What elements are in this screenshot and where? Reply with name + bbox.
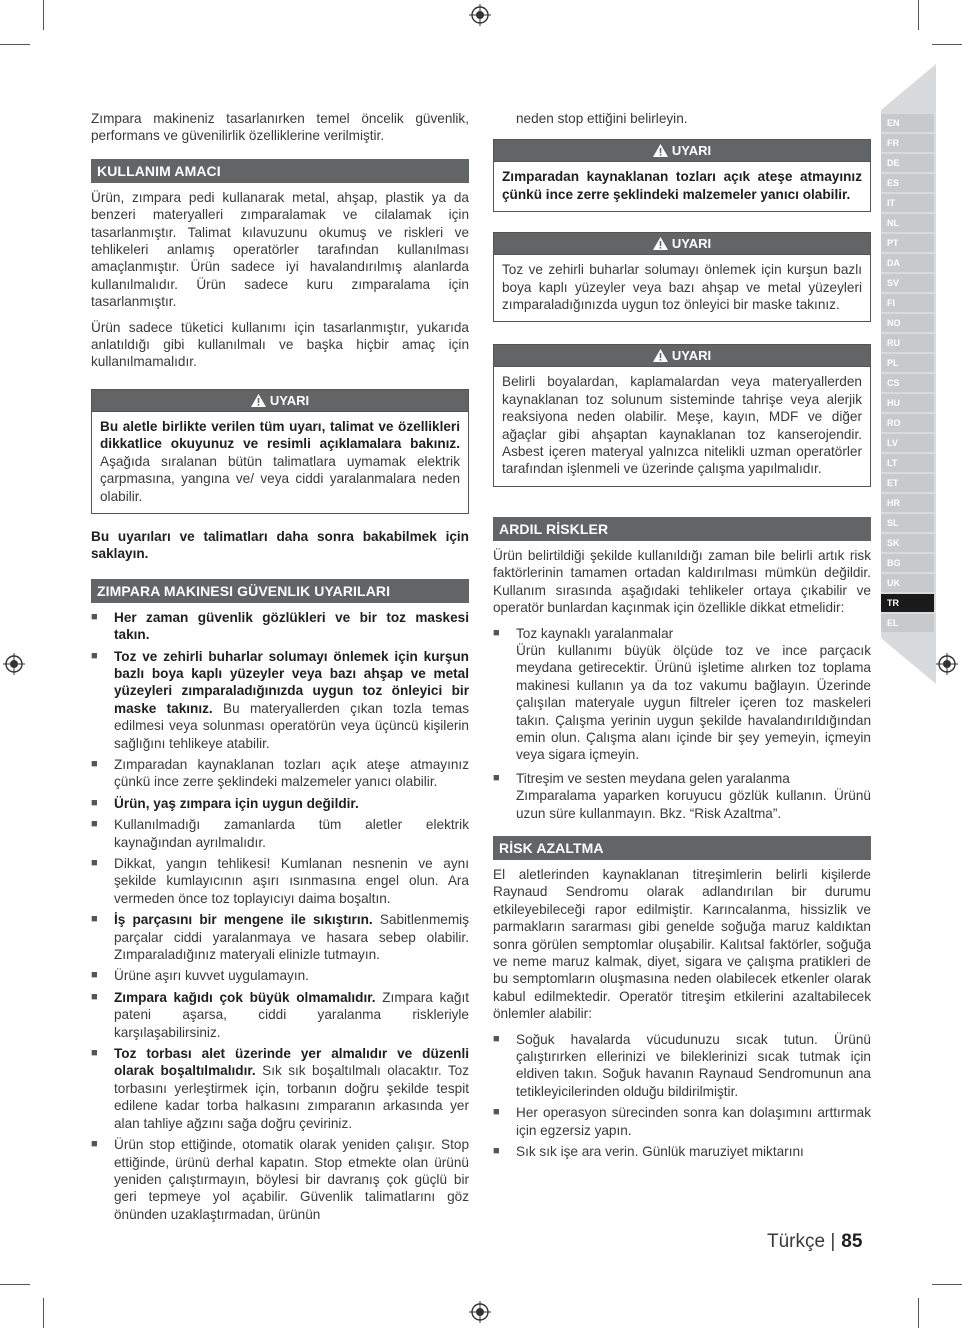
- bullet-icon: ■: [493, 1032, 500, 1045]
- language-tab-sk: SK: [881, 534, 934, 552]
- page-footer: [767, 1231, 862, 1253]
- list-item: [91, 1136, 469, 1223]
- list-item: [91, 1045, 469, 1132]
- keep-instructions-note: [91, 528, 469, 563]
- warning-triangle-icon: [653, 349, 668, 362]
- crop-mark: [932, 44, 962, 45]
- item-text: Sık sık işe ara verin. Günlük maruziyet miktarını: [516, 1144, 804, 1160]
- warning-header: [494, 233, 870, 255]
- language-tab-tr: TR: [881, 594, 934, 612]
- bullet-icon: ■: [493, 1145, 500, 1158]
- item-text: Zımparalama yaparken koruyucu gözlük kullanın. Ürünü uzun süre kullanmayın. Bkz. “Risk Azaltma”.: [516, 788, 871, 821]
- language-tab-sl: SL: [881, 514, 934, 532]
- section-heading-usage: KULLANIM AMACI: [91, 159, 469, 183]
- language-tab-ro: RO: [881, 414, 934, 432]
- language-tab-et: ET: [881, 474, 934, 492]
- item-text: Zımparadan kaynaklanan tozları açık ateşe atmayınız çünkü ince zerre şeklindeki malzemeler yanıcı olabilir.: [114, 756, 469, 790]
- bullet-icon: ■: [91, 757, 98, 770]
- list-item: [91, 795, 469, 812]
- item-bold: Ürün, yaş zımpara için uygun değildir.: [114, 795, 359, 811]
- usage-paragraph-1: Ürün, zımpara pedi kullanarak metal, ahşap, plastik ya da benzeri materyalleri zımparalamak ve cilalamak için tasarlanmıştır. Talimat kılavuzunu okumuş ve riskleri ve tehlikeleri anlamış operatörler tarafından kullanılması amaçlanmıştır. Ürün sadece iyi havalandırılmış alanlarda kullanılmalıdır. Ürün sadece kuru zımparalama için tasarlanmıştır.: [91, 189, 469, 310]
- language-tab-el: EL: [881, 614, 934, 632]
- language-tab-nl: NL: [881, 214, 934, 232]
- language-tab-it: IT: [881, 194, 934, 212]
- keep-note-bold: Bu uyarıları ve talimatları daha sonra bakabilmek için saklayın.: [91, 528, 469, 562]
- list-item: [91, 855, 469, 907]
- warning-triangle-icon: [653, 237, 668, 250]
- list-item: [493, 1031, 871, 1101]
- registration-mark-icon: [936, 653, 958, 675]
- registration-mark-icon: [3, 653, 25, 675]
- language-tab-fr: FR: [881, 134, 934, 152]
- list-item: [91, 648, 469, 752]
- bullet-icon: ■: [91, 1138, 98, 1151]
- language-tab-de: DE: [881, 154, 934, 172]
- item-bold: Toz ve zehirli buharlar solumayı önlemek için kurşun bazlı boya kaplı yüzeyler veya bazı ahşap ve metal yüzeyleri zımparaladığınızda uygun toz önleyici bir maske takınız.: [114, 648, 469, 716]
- section-heading-safety: ZIMPARA MAKINESI GÜVENLIK UYARILARI: [91, 579, 469, 603]
- item-text: Ürün stop ettiğinde, otomatik olarak yeniden çalışır. Stop ettiğinde, ürünü derhal kapatın. Stop etmekte olan ürünü yeniden çalıştırmayın, böylesi bir davranış çok güçlü bir geri tepmeye yol açabilir. Güvenlik talimatlarını göz önünden uzaklaştırmadan, ürünün: [114, 1137, 469, 1222]
- warning-triangle-icon: [251, 394, 266, 407]
- item-text: Sık sık boşaltılmalı olacaktır. Toz torbasını yerleştirmek için, torbanın doğru şekilde tespit edilene kadar torba halkasını zımparanın arkasında yer alan tahliye ağzını sağa doğru çeviriniz.: [114, 1063, 469, 1131]
- continuation-text: neden stop ettiğini belirleyin.: [516, 111, 688, 126]
- list-item: [91, 609, 469, 644]
- language-tab-sv: SV: [881, 274, 934, 292]
- language-index: [881, 114, 934, 634]
- item-text: Sabitlenmemiş parçalar ciddi yaralanmaya ve hasara sebep olabilir. Zımparaladığınız materyali elinizle tutmayın.: [114, 912, 469, 963]
- warning-rest-text: Aşağıda sıralanan bütün talimatlara uymamak elektrik çarpmasına, yangına ve/ veya ciddi yaralanmalara neden olabilir.: [100, 453, 460, 504]
- warning-box: [493, 139, 871, 212]
- crop-mark: [918, 0, 919, 30]
- intro-paragraph: Zımpara makineniz tasarlanırken temel öncelik güvenlik, performans ve güvenilirlik özelliklerine verilmiştir.: [91, 111, 469, 144]
- list-item: [91, 989, 469, 1041]
- language-tab-no: NO: [881, 314, 934, 332]
- bullet-icon: ■: [91, 610, 98, 623]
- language-tab-en: EN: [881, 114, 934, 132]
- list-item: [493, 770, 871, 822]
- warning-header: [494, 345, 870, 367]
- language-tab-es: ES: [881, 174, 934, 192]
- warning-box: [493, 344, 871, 486]
- language-tab-lv: LV: [881, 434, 934, 452]
- bullet-icon: ■: [493, 1106, 500, 1119]
- language-tab-bg: BG: [881, 554, 934, 572]
- item-bold: İş parçasını bir mengene ile sıkıştırın.: [114, 912, 373, 928]
- language-tab-pt: PT: [881, 234, 934, 252]
- list-item: [493, 625, 871, 764]
- registration-mark-icon: [469, 4, 491, 26]
- item-text: Kullanılmadığı zamanlarda tüm aletler elektrik kaynağından ayrılmalıdır.: [114, 817, 469, 850]
- list-item: [91, 911, 469, 963]
- residual-list: [493, 625, 871, 822]
- warning-text: [100, 418, 460, 505]
- item-title: Toz kaynaklı yaralanmalar: [516, 625, 674, 641]
- language-tab-pl: PL: [881, 354, 934, 372]
- item-text: Ürüne aşırı kuvvet uygulamayın.: [114, 968, 309, 984]
- language-tab-fi: FI: [881, 294, 934, 312]
- item-bold: Zımpara kağıdı çok büyük olmamalıdır.: [114, 989, 376, 1005]
- language-tab-ru: RU: [881, 334, 934, 352]
- crop-mark: [918, 1298, 919, 1328]
- bullet-icon: ■: [91, 913, 98, 926]
- language-tab-uk: UK: [881, 574, 934, 592]
- warning-title: UYARI: [671, 143, 712, 159]
- safety-list: [91, 609, 469, 1223]
- warning-text: Toz ve zehirli buharlar solumayı önlemek için kurşun bazlı boya kaplı yüzeyler veya bazı ahşap ve metal yüzeyleri zımparaladığınızda uygun toz önleyici bir maske takınız.: [502, 262, 862, 313]
- risk-reduction-list: [493, 1031, 871, 1161]
- warning-bold-text: Bu aletle birlikte verilen tüm uyarı, talimat ve özellikleri dikkatlice okuyunuz ve resimli açıklamalara bakınız.: [100, 418, 460, 452]
- warning-text: [502, 168, 862, 203]
- list-item: [493, 1104, 871, 1139]
- warning-header: [494, 140, 870, 162]
- warning-title: UYARI: [671, 348, 712, 364]
- warning-box: [91, 389, 469, 514]
- usage-paragraph-2: Ürün sadece tüketici kullanımı için tasarlanmıştır, yukarıda anlatıldığı gibi kullanılmalı ve başka hiçbir amaç için kullanılmamalıdır.: [91, 319, 469, 370]
- bullet-icon: ■: [91, 1047, 98, 1060]
- bullet-icon: ■: [91, 796, 98, 809]
- list-item: [91, 756, 469, 791]
- list-item: [91, 816, 469, 851]
- warning-text: Belirli boyalardan, kaplamalardan veya materyallerden kaynaklanan toz solunum sisteminde tahrişe veya alerjik reaksiyona neden olabilir. Meşe, kayın, MDF ve diğer ağaçlar gibi ahşaptan kaynaklanan toz kanserojendir. Asbest içeren materyal yalnızca nitelikli uzman operatörler tarafından işlenmeli ve üzerinde çalışma yapılmalıdır.: [502, 374, 862, 477]
- item-title: Titreşim ve sesten meydana gelen yaralanma: [516, 770, 790, 786]
- footer-language: Türkçe |: [767, 1231, 836, 1252]
- section-heading-risk-reduction: RİSK AZALTMA: [493, 836, 871, 860]
- item-bold: Toz torbası alet üzerinde yer almalıdır ve düzenli olarak boşaltılmalıdır.: [114, 1046, 469, 1079]
- language-tab-da: DA: [881, 254, 934, 272]
- bullet-icon: ■: [493, 771, 500, 784]
- page-number: 85: [841, 1231, 863, 1252]
- bullet-icon: ■: [91, 857, 98, 869]
- warning-bold-text: Zımparadan kaynaklanan tozları açık ateşe atmayınız çünkü ince zerre şeklindeki malzemeler yanıcı olabilir.: [502, 169, 862, 202]
- crop-mark: [0, 1284, 30, 1285]
- item-text: Dikkat, yangın tehlikesi! Kumlanan nesnenin ve aynı şekilde kumlayıcının aşırı ısınmasına engel olun. Ara vermeden önce toz toplayıcıyı daima boşaltın.: [114, 856, 469, 906]
- language-tab-lt: LT: [881, 454, 934, 472]
- warning-header: [92, 390, 468, 412]
- bullet-icon: ■: [91, 818, 98, 831]
- warning-title: UYARI: [269, 392, 310, 408]
- crop-mark: [43, 1298, 44, 1328]
- language-tab-hr: HR: [881, 494, 934, 512]
- left-column: [91, 110, 469, 1227]
- residual-paragraph: Ürün belirtildiği şekilde kullanıldığı zaman bile belirli artık risk faktörlerinin tamamen ortadan kaldırılması mümkün değildir. Kullanım sırasında aşağıdaki tehlikeler ortaya çıkabilir ve operatör bunlardan kaçınmak için özellikle dikkat etmelidir:: [493, 547, 871, 616]
- crop-mark: [0, 44, 30, 45]
- bullet-icon: ■: [91, 969, 98, 982]
- language-tab-cs: CS: [881, 374, 934, 392]
- warning-triangle-icon: [653, 144, 668, 157]
- item-bold: Her zaman güvenlik gözlükleri ve bir toz maskesi takın.: [114, 609, 469, 643]
- list-item: [91, 967, 469, 984]
- item-text: Her operasyon sürecinden sonra kan dolaşımını arttırmak için egzersiz yapın.: [516, 1105, 871, 1138]
- right-column: [493, 110, 871, 1164]
- registration-mark-icon: [469, 1301, 491, 1323]
- item-text: Ürün kullanımı büyük ölçüde toz ve ince parçacık meydana getirecektir. Ürünü işletime alırken toz toplama makinesi kullanın ya da toz vakumu bağlayın. Üzerinde çalışılan materyale uygun filtreler içeren toz maskeleri takın. Çalışma yerinin uygun şekilde havalandırıldığından emin olun. Çalışma alanı içinde bir şey yemeyin, içmeyin veya sigara içmeyin.: [516, 642, 871, 763]
- item-text: Soğuk havalarda vücudunuzu sıcak tutun. Ürünü çalıştırırken ellerinizi ve bileklerinizi sıcak tutmak için eldiven takın. Soğuk havanın Raynaud Sendromunun ana tetikleyicilerinden olduğu bildirilmiştir.: [516, 1031, 871, 1099]
- section-heading-residual-risks: ARDIL RİSKLER: [493, 517, 871, 541]
- warning-title: UYARI: [671, 236, 712, 252]
- bullet-icon: ■: [91, 649, 98, 662]
- crop-mark: [932, 1284, 962, 1285]
- bullet-icon: ■: [493, 626, 500, 639]
- item-text: Bu materyallerden çıkan tozla temas edilmesi veya solunması operatörün veya üçüncü kişilerin sağlığını tehlikeye atabilir.: [114, 700, 469, 751]
- list-item: [493, 1143, 871, 1160]
- language-tab-hu: HU: [881, 394, 934, 412]
- crop-mark: [43, 0, 44, 30]
- warning-box: [493, 232, 871, 322]
- bullet-icon: ■: [91, 990, 98, 1003]
- risk-reduction-paragraph: El aletlerinden kaynaklanan titreşimlerin belirli kişilerde Raynaud Sendromu olarak adlandırılan bir durumu etkileyebileceği rapor edilmiştir. Karıncalanma, hissizlik ve parmakların sararması gibi genelde soğuğa maruz kaldıktan sonra görülen semptomlar oluşabilir. Kalıtsal faktörler, soğuğa ve neme maruz kalmak, diyet, sigara ve çalışma pratikleri de bu semptomların oluşmasına neden olabilecek etkenler olarak kabul edilmektedir. Operatör titreşim etkilerini azaltabilecek önlemler alabilir:: [493, 866, 871, 1022]
- item-text: Zımpara kağıt pateni aşarsa, ciddi yaralanma riskleriyle karşılaşabilirsiniz.: [114, 989, 469, 1040]
